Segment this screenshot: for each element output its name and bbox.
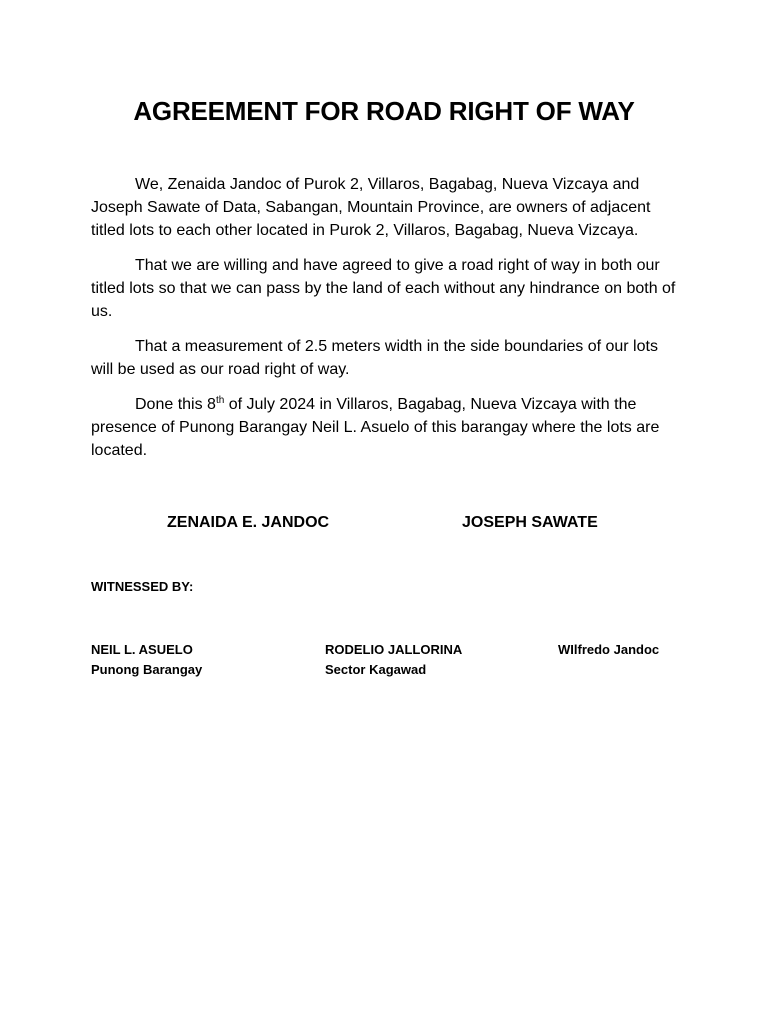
done-date-suffix: th <box>215 395 225 406</box>
document-title: AGREEMENT FOR ROAD RIGHT OF WAY <box>133 96 635 126</box>
signatory-left-name: ZENAIDA E. JANDOC <box>167 514 330 531</box>
witness-3 <box>558 640 659 660</box>
witness-name: WIlfredo Jandoc <box>558 642 660 657</box>
done-text-end: of July 2024 in Villaros, Bagabag, Nueva Vizcaya with the presence of Punong Barangay Neil L. Asuelo of this barangay where the lots are located. <box>91 396 660 459</box>
paragraph-parties: We, Zenaida Jandoc of Purok 2, Villaros, Bagabag, Nueva Vizcaya and Joseph Sawate of Data, Sabangan, Mountain Province, are owners of adjacent titled lots to each other located in Purok 2, Villaros, Bagabag, Nueva Vizcaya. <box>91 176 651 239</box>
witness-title: Punong Barangay <box>91 662 203 677</box>
witness-2 <box>325 640 462 680</box>
witnessed-by-label: WITNESSED BY: <box>91 579 194 594</box>
signatory-right-name: JOSEPH SAWATE <box>462 514 598 531</box>
witness-1 <box>91 640 202 680</box>
paragraph-measurement: That a measurement of 2.5 meters width in the side boundaries of our lots will be used as our road right of way. <box>91 338 658 378</box>
witness-name: RODELIO JALLORINA <box>325 642 463 657</box>
paragraph-done <box>91 393 677 462</box>
document-body <box>91 173 677 474</box>
paragraph-agreement: That we are willing and have agreed to give a road right of way in both our titled lots so that we can pass by the land of each without any hindrance on both of us. <box>91 257 676 320</box>
witness-title: Sector Kagawad <box>325 662 427 677</box>
done-text-start: Done this 8 <box>135 396 216 413</box>
witness-name: NEIL L. ASUELO <box>91 642 193 657</box>
